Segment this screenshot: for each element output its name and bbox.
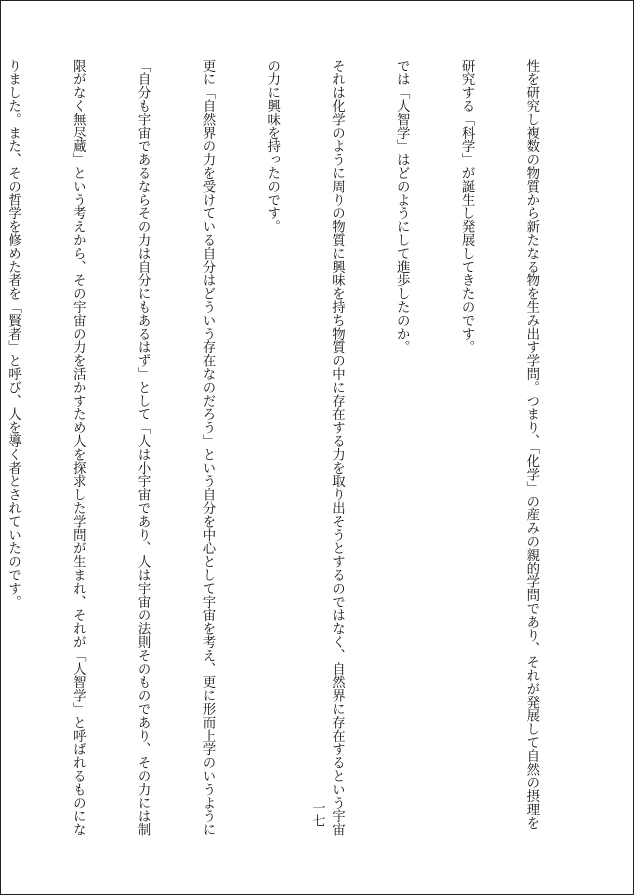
page-number-text: 一七 (309, 801, 325, 827)
text-line: 更に「自然界の力を受けている自分はどういう存在なのだろう」という自分を中心として宇宙を考え、更に形而上学のいうように (199, 59, 215, 837)
text-line: 性を研究し複数の物質から新たなる物を生み出す学問。つまり、「化学」の産みの親的学問であり、それが発展して自然の摂理を (523, 59, 539, 830)
text-line: りました。また、その哲学を修めた者を「賢者」と呼び、人を導く者とされていたのです。 (5, 59, 21, 609)
text-line: 限がなく無尽蔵」という考えから、その宇宙の力を活かすため人を探求した学問が生まれ、それが「人智学」と呼ばれるものにな (70, 59, 86, 837)
text-line: 「自分も宇宙であるならその力は自分にもあるはず」として「人は小宇宙であり、人は宇宙の法則そのものであり、その力には制 (135, 59, 151, 837)
text-line: では「人智学」はどのようにして進歩したのか。 (394, 59, 410, 354)
page-number (1, 801, 633, 831)
text-line: それは化学のように周りの物質に興味を持ち物質の中に存在する力を取り出そうとするのではなく、自然界に存在するという宇宙 (329, 59, 345, 837)
text-line: 研究する「科学」が誕生し発展してきたのです。 (459, 59, 475, 354)
text-line: の力に興味を持ったのです。 (264, 59, 280, 234)
